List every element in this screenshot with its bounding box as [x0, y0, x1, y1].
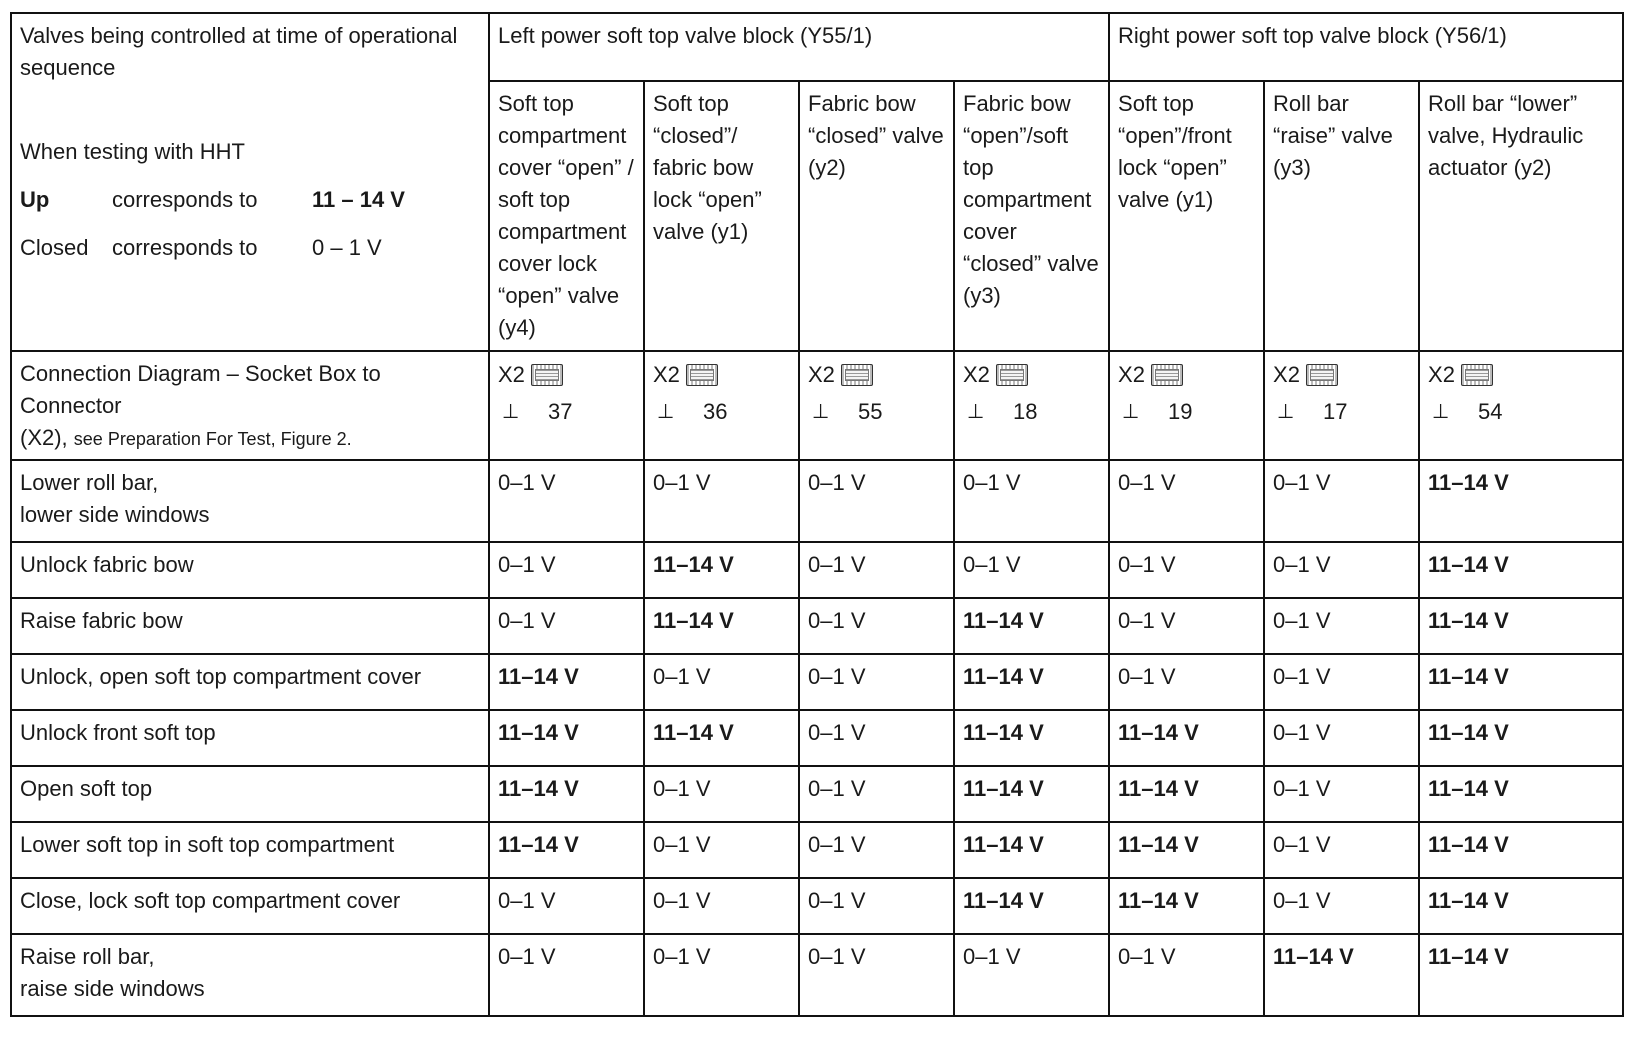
operation-label: Unlock fabric bow [11, 542, 489, 598]
voltage-value: 0–1 V [808, 944, 866, 969]
voltage-cell [489, 598, 644, 654]
legend-key: Up [20, 187, 50, 212]
voltage-value: 0–1 V [498, 608, 556, 633]
voltage-cell [954, 654, 1109, 710]
pin-number: 54 [1478, 399, 1503, 424]
voltage-cell [1264, 542, 1419, 598]
voltage-cell [954, 822, 1109, 878]
voltage-value: 0–1 V [1273, 776, 1331, 801]
voltage-value: 11–14 V [1428, 832, 1509, 857]
document-sheet [10, 12, 1622, 1017]
voltage-value: 0–1 V [963, 470, 1021, 495]
connection-sub-prefix: (X2), [20, 425, 74, 450]
connection-pin-cell [954, 351, 1109, 460]
voltage-value: 0–1 V [808, 664, 866, 689]
socket-connector-icon [686, 364, 718, 386]
voltage-cell [489, 654, 644, 710]
voltage-cell [799, 878, 954, 934]
voltage-cell [644, 934, 799, 1016]
voltage-cell [1419, 460, 1623, 542]
legend-block [20, 136, 480, 280]
voltage-cell [799, 934, 954, 1016]
voltage-value: 11–14 V [1428, 470, 1509, 495]
voltage-value: 11–14 V [653, 608, 734, 633]
ground-icon: ⊥ [967, 401, 985, 423]
voltage-value: 0–1 V [498, 552, 556, 577]
voltage-cell [799, 598, 954, 654]
voltage-value: 0–1 V [653, 944, 711, 969]
voltage-value: 0–1 V [1118, 664, 1176, 689]
voltage-cell [1109, 598, 1264, 654]
voltage-value: 11–14 V [1118, 776, 1199, 801]
socket-label: X2 [498, 362, 525, 387]
pin-number: 18 [1013, 399, 1038, 424]
voltage-cell [489, 542, 644, 598]
voltage-cell [1419, 542, 1623, 598]
operation-label: Lower soft top in soft top compartment [11, 822, 489, 878]
voltage-value: 0–1 V [653, 888, 711, 913]
voltage-value: 0–1 V [1273, 832, 1331, 857]
socket-label: X2 [1118, 362, 1145, 387]
valve-column-header: Fabric bow “open”/soft top compartment cover “closed” valve (y3) [954, 81, 1109, 351]
connection-pin-cell [489, 351, 644, 460]
voltage-value: 11–14 V [963, 888, 1044, 913]
ground-icon: ⊥ [812, 401, 830, 423]
voltage-value: 11–14 V [963, 776, 1044, 801]
operation-label: Unlock front soft top [11, 710, 489, 766]
voltage-cell [1419, 822, 1623, 878]
voltage-cell [1419, 710, 1623, 766]
voltage-value: 0–1 V [653, 832, 711, 857]
voltage-cell [954, 460, 1109, 542]
connection-label: Connection Diagram – Socket Box to Connector [20, 361, 381, 418]
voltage-cell [644, 654, 799, 710]
legend-value: 0 – 1 V [312, 235, 382, 260]
voltage-value: 11–14 V [1428, 776, 1509, 801]
voltage-cell [799, 766, 954, 822]
table-row [11, 542, 1623, 598]
voltage-value: 11–14 V [1428, 664, 1509, 689]
table-row [11, 710, 1623, 766]
connection-pin-cell [644, 351, 799, 460]
voltage-value: 0–1 V [1118, 944, 1176, 969]
socket-label: X2 [653, 362, 680, 387]
voltage-value: 11–14 V [498, 832, 579, 857]
voltage-cell [644, 822, 799, 878]
valve-column-header: Soft top compartment cover “open” / soft top compartment cover lock “open” valve (y4) [489, 81, 644, 351]
operation-label: Raise roll bar, raise side windows [11, 934, 489, 1016]
voltage-cell [954, 766, 1109, 822]
voltage-value: 11–14 V [1273, 944, 1354, 969]
socket-label: X2 [1273, 362, 1300, 387]
socket-connector-icon [1306, 364, 1338, 386]
voltage-value: 0–1 V [1118, 608, 1176, 633]
voltage-value: 11–14 V [963, 720, 1044, 745]
voltage-value: 0–1 V [498, 944, 556, 969]
voltage-value: 0–1 V [808, 720, 866, 745]
voltage-value: 0–1 V [963, 944, 1021, 969]
legend-mid: corresponds to [112, 187, 258, 212]
voltage-value: 11–14 V [653, 552, 734, 577]
voltage-value: 0–1 V [1118, 552, 1176, 577]
header-row [11, 13, 1623, 81]
voltage-value: 0–1 V [808, 776, 866, 801]
table-row [11, 766, 1623, 822]
voltage-value: 0–1 V [1273, 664, 1331, 689]
operation-label: Close, lock soft top compartment cover [11, 878, 489, 934]
voltage-cell [1264, 878, 1419, 934]
voltage-cell [1419, 654, 1623, 710]
voltage-cell [954, 878, 1109, 934]
connection-sublabel [20, 422, 480, 455]
voltage-cell [799, 654, 954, 710]
pin-number: 55 [858, 399, 883, 424]
voltage-value: 0–1 V [808, 832, 866, 857]
legend-row-up [20, 184, 480, 232]
table-row [11, 934, 1623, 1016]
voltage-value: 11–14 V [963, 832, 1044, 857]
legend-value: 11 – 14 V [312, 187, 405, 212]
voltage-cell [489, 878, 644, 934]
voltage-value: 0–1 V [1118, 470, 1176, 495]
voltage-cell [644, 598, 799, 654]
socket-label: X2 [963, 362, 990, 387]
voltage-cell [489, 822, 644, 878]
voltage-value: 11–14 V [498, 720, 579, 745]
voltage-value: 0–1 V [808, 552, 866, 577]
voltage-value: 11–14 V [963, 608, 1044, 633]
connection-pin-cell [1419, 351, 1623, 460]
voltage-value: 0–1 V [498, 470, 556, 495]
voltage-cell [1419, 934, 1623, 1016]
voltage-cell [1264, 822, 1419, 878]
valves-label: Valves being controlled at time of operational sequence [20, 23, 458, 80]
voltage-cell [1109, 542, 1264, 598]
voltage-value: 0–1 V [653, 776, 711, 801]
voltage-cell [1109, 710, 1264, 766]
pin-number: 17 [1323, 399, 1348, 424]
voltage-cell [1264, 934, 1419, 1016]
legend-key: Closed [20, 235, 89, 260]
voltage-cell [644, 460, 799, 542]
socket-connector-icon [996, 364, 1028, 386]
voltage-cell [1264, 654, 1419, 710]
voltage-cell [1109, 878, 1264, 934]
operation-label: Lower roll bar, lower side windows [11, 460, 489, 542]
ground-icon: ⊥ [657, 401, 675, 423]
pin-number: 36 [703, 399, 728, 424]
right-block-header: Right power soft top valve block (Y56/1) [1109, 13, 1623, 81]
operation-label: Open soft top [11, 766, 489, 822]
voltage-value: 11–14 V [1118, 888, 1199, 913]
table-row [11, 822, 1623, 878]
legend-mid: corresponds to [112, 235, 258, 260]
table-row [11, 654, 1623, 710]
voltage-cell [489, 766, 644, 822]
voltage-cell [1109, 822, 1264, 878]
valve-column-header: Fabric bow “closed” valve (y2) [799, 81, 954, 351]
connection-pin-cell [799, 351, 954, 460]
valves-header-cell [11, 13, 489, 351]
socket-connector-icon [531, 364, 563, 386]
table-row [11, 598, 1623, 654]
voltage-cell [799, 542, 954, 598]
voltage-value: 11–14 V [653, 720, 734, 745]
voltage-cell [1109, 934, 1264, 1016]
voltage-value: 11–14 V [1428, 608, 1509, 633]
ground-icon: ⊥ [1122, 401, 1140, 423]
connection-pin-cell [1264, 351, 1419, 460]
voltage-cell [1264, 598, 1419, 654]
voltage-cell [799, 710, 954, 766]
voltage-cell [489, 460, 644, 542]
valve-column-header: Soft top “open”/front lock “open” valve (y1) [1109, 81, 1264, 351]
connection-sub-note: see Preparation For Test, Figure 2. [73, 429, 352, 449]
voltage-cell [1109, 654, 1264, 710]
ground-icon: ⊥ [502, 401, 520, 423]
pin-number: 19 [1168, 399, 1193, 424]
voltage-cell [1419, 766, 1623, 822]
valve-table [10, 12, 1624, 1017]
voltage-cell [954, 710, 1109, 766]
voltage-value: 0–1 V [653, 664, 711, 689]
legend-row-closed [20, 232, 480, 280]
voltage-value: 11–14 V [1118, 832, 1199, 857]
operation-label: Unlock, open soft top compartment cover [11, 654, 489, 710]
voltage-value: 0–1 V [1273, 608, 1331, 633]
valve-column-header: Roll bar “raise” valve (y3) [1264, 81, 1419, 351]
voltage-value: 11–14 V [1118, 720, 1199, 745]
table-row [11, 878, 1623, 934]
ground-icon: ⊥ [1432, 401, 1450, 423]
socket-connector-icon [1461, 364, 1493, 386]
voltage-cell [489, 710, 644, 766]
voltage-cell [1109, 766, 1264, 822]
voltage-cell [489, 934, 644, 1016]
operation-label: Raise fabric bow [11, 598, 489, 654]
voltage-cell [1109, 460, 1264, 542]
voltage-cell [644, 542, 799, 598]
voltage-cell [799, 822, 954, 878]
connection-label-cell [11, 351, 489, 460]
valve-column-header: Soft top “closed”/ fabric bow lock “open” valve (y1) [644, 81, 799, 351]
connection-pin-cell [1109, 351, 1264, 460]
voltage-cell [1419, 878, 1623, 934]
voltage-cell [1264, 460, 1419, 542]
voltage-cell [954, 934, 1109, 1016]
voltage-value: 11–14 V [963, 664, 1044, 689]
testing-note: When testing with HHT [20, 139, 245, 164]
voltage-value: 0–1 V [808, 470, 866, 495]
voltage-value: 0–1 V [498, 888, 556, 913]
voltage-cell [954, 598, 1109, 654]
voltage-value: 0–1 V [808, 608, 866, 633]
pin-number: 37 [548, 399, 573, 424]
voltage-value: 0–1 V [963, 552, 1021, 577]
table-row [11, 460, 1623, 542]
voltage-cell [799, 460, 954, 542]
voltage-value: 0–1 V [653, 470, 711, 495]
valve-column-header: Roll bar “lower” valve, Hydraulic actuator (y2) [1419, 81, 1623, 351]
ground-icon: ⊥ [1277, 401, 1295, 423]
voltage-value: 0–1 V [1273, 552, 1331, 577]
voltage-cell [1419, 598, 1623, 654]
voltage-cell [954, 542, 1109, 598]
voltage-cell [1264, 710, 1419, 766]
voltage-value: 11–14 V [1428, 944, 1509, 969]
voltage-value: 0–1 V [1273, 720, 1331, 745]
voltage-cell [644, 766, 799, 822]
voltage-cell [644, 710, 799, 766]
voltage-value: 0–1 V [1273, 888, 1331, 913]
voltage-cell [644, 878, 799, 934]
voltage-value: 11–14 V [1428, 720, 1509, 745]
voltage-value: 11–14 V [1428, 552, 1509, 577]
socket-connector-icon [841, 364, 873, 386]
voltage-value: 11–14 V [498, 776, 579, 801]
voltage-cell [1264, 766, 1419, 822]
voltage-value: 0–1 V [1273, 470, 1331, 495]
left-block-header: Left power soft top valve block (Y55/1) [489, 13, 1109, 81]
voltage-value: 11–14 V [1428, 888, 1509, 913]
connection-row [11, 351, 1623, 460]
voltage-value: 0–1 V [808, 888, 866, 913]
socket-label: X2 [1428, 362, 1455, 387]
socket-connector-icon [1151, 364, 1183, 386]
socket-label: X2 [808, 362, 835, 387]
voltage-value: 11–14 V [498, 664, 579, 689]
